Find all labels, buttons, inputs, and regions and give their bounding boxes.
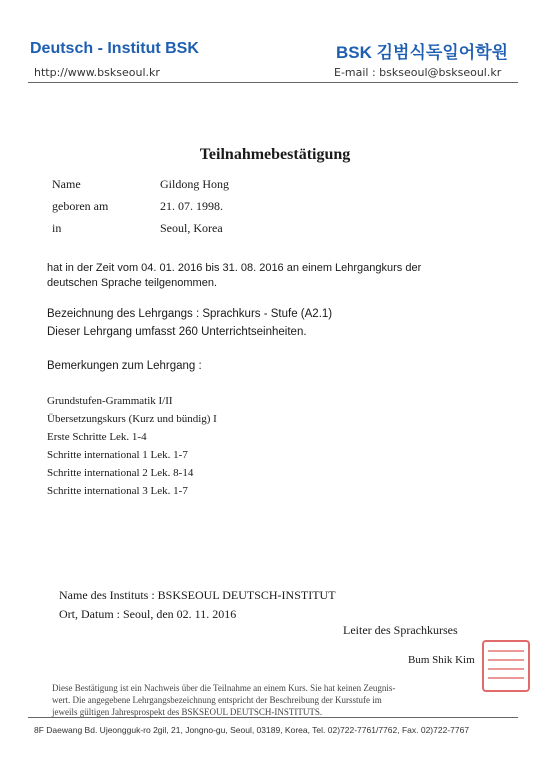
footer-address: 8F Daewang Bd. Ujeongguk-ro 2gil, 21, Jongno-gu, Seoul, 03189, Korea, Tel. 02)722-7761/7762, Fax. 02)722-7767	[34, 725, 470, 735]
place-date-line: Ort, Datum : Seoul, den 02. 11. 2016	[59, 607, 237, 621]
institute-name-korean-header: BSK 김범식독일어학원	[336, 43, 508, 62]
unit-count: 260	[178, 326, 198, 338]
period-bis: bis	[205, 262, 220, 274]
field-label-birthplace: in	[52, 221, 62, 235]
document-title: Teilnahmebestätigung	[199, 146, 351, 163]
remark-item: Erste Schritte Lek. 1-4	[47, 431, 147, 443]
header-divider	[28, 82, 518, 83]
institute-name-header: Deutsch - Institut BSK	[30, 40, 199, 57]
institute-line: Name des Instituts : BSKSEOUL DEUTSCH-INSTITUT	[59, 588, 336, 602]
remark-item: Übersetzungskurs (Kurz und bündig) I	[47, 413, 217, 425]
period-line-2: deutschen Sprache teilgenommen.	[47, 277, 217, 289]
course-designation: Bezeichnung des Lehrgangs : Sprachkurs - Stufe (A2.1)	[47, 308, 333, 320]
course-level: Stufe (A2.1)	[270, 308, 333, 320]
field-label-name: Name	[52, 177, 81, 191]
institute-seal-stamp	[482, 640, 530, 692]
period-line-1: hat in der Zeit vom 04. 01. 2016 bis 31. 08. 2016 an einem Lehrgangkurs der	[47, 262, 422, 274]
course-units: Dieser Lehrgang umfasst 260 Unterrichtseinheiten.	[47, 326, 307, 338]
signature: Bum Shik Kim	[408, 654, 475, 666]
remark-item: Schritte international 2 Lek. 8-14	[47, 467, 194, 479]
email-address[interactable]: E-mail : bskseoul@bskseoul.kr	[334, 66, 502, 79]
field-label-birthdate: geboren am	[52, 199, 109, 213]
disclaimer-line: jeweils gültigen Jahresprospekt des BSKSEOUL DEUTSCH-INSTITUTS.	[52, 707, 323, 717]
remark-item: Schritte international 3 Lek. 1-7	[47, 485, 188, 497]
remark-item: Grundstufen-Grammatik I/II	[47, 395, 173, 407]
disclaimer-line: Diese Bestätigung ist ein Nachweis über die Teilnahme an einem Kurs. Sie hat keinen Zeugnis-	[52, 683, 396, 693]
remarks-label: Bemerkungen zum Lehrgang :	[47, 360, 202, 372]
period-vom: vom	[117, 262, 139, 274]
field-value-birthdate: 21. 07. 1998.	[160, 199, 223, 213]
field-value-name: Gildong Hong	[160, 177, 229, 191]
field-value-birthplace: Seoul, Korea	[160, 221, 223, 235]
footer-divider	[28, 717, 518, 718]
website-url[interactable]: http://www.bskseoul.kr	[34, 66, 160, 79]
leiter-label: Leiter des Sprachkurses	[343, 623, 458, 637]
disclaimer-line: wert. Die angegebene Lehrgangsbezeichnung entspricht der Beschreibung der Kursstufe im	[52, 695, 382, 705]
remark-item: Schritte international 1 Lek. 1-7	[47, 449, 188, 461]
